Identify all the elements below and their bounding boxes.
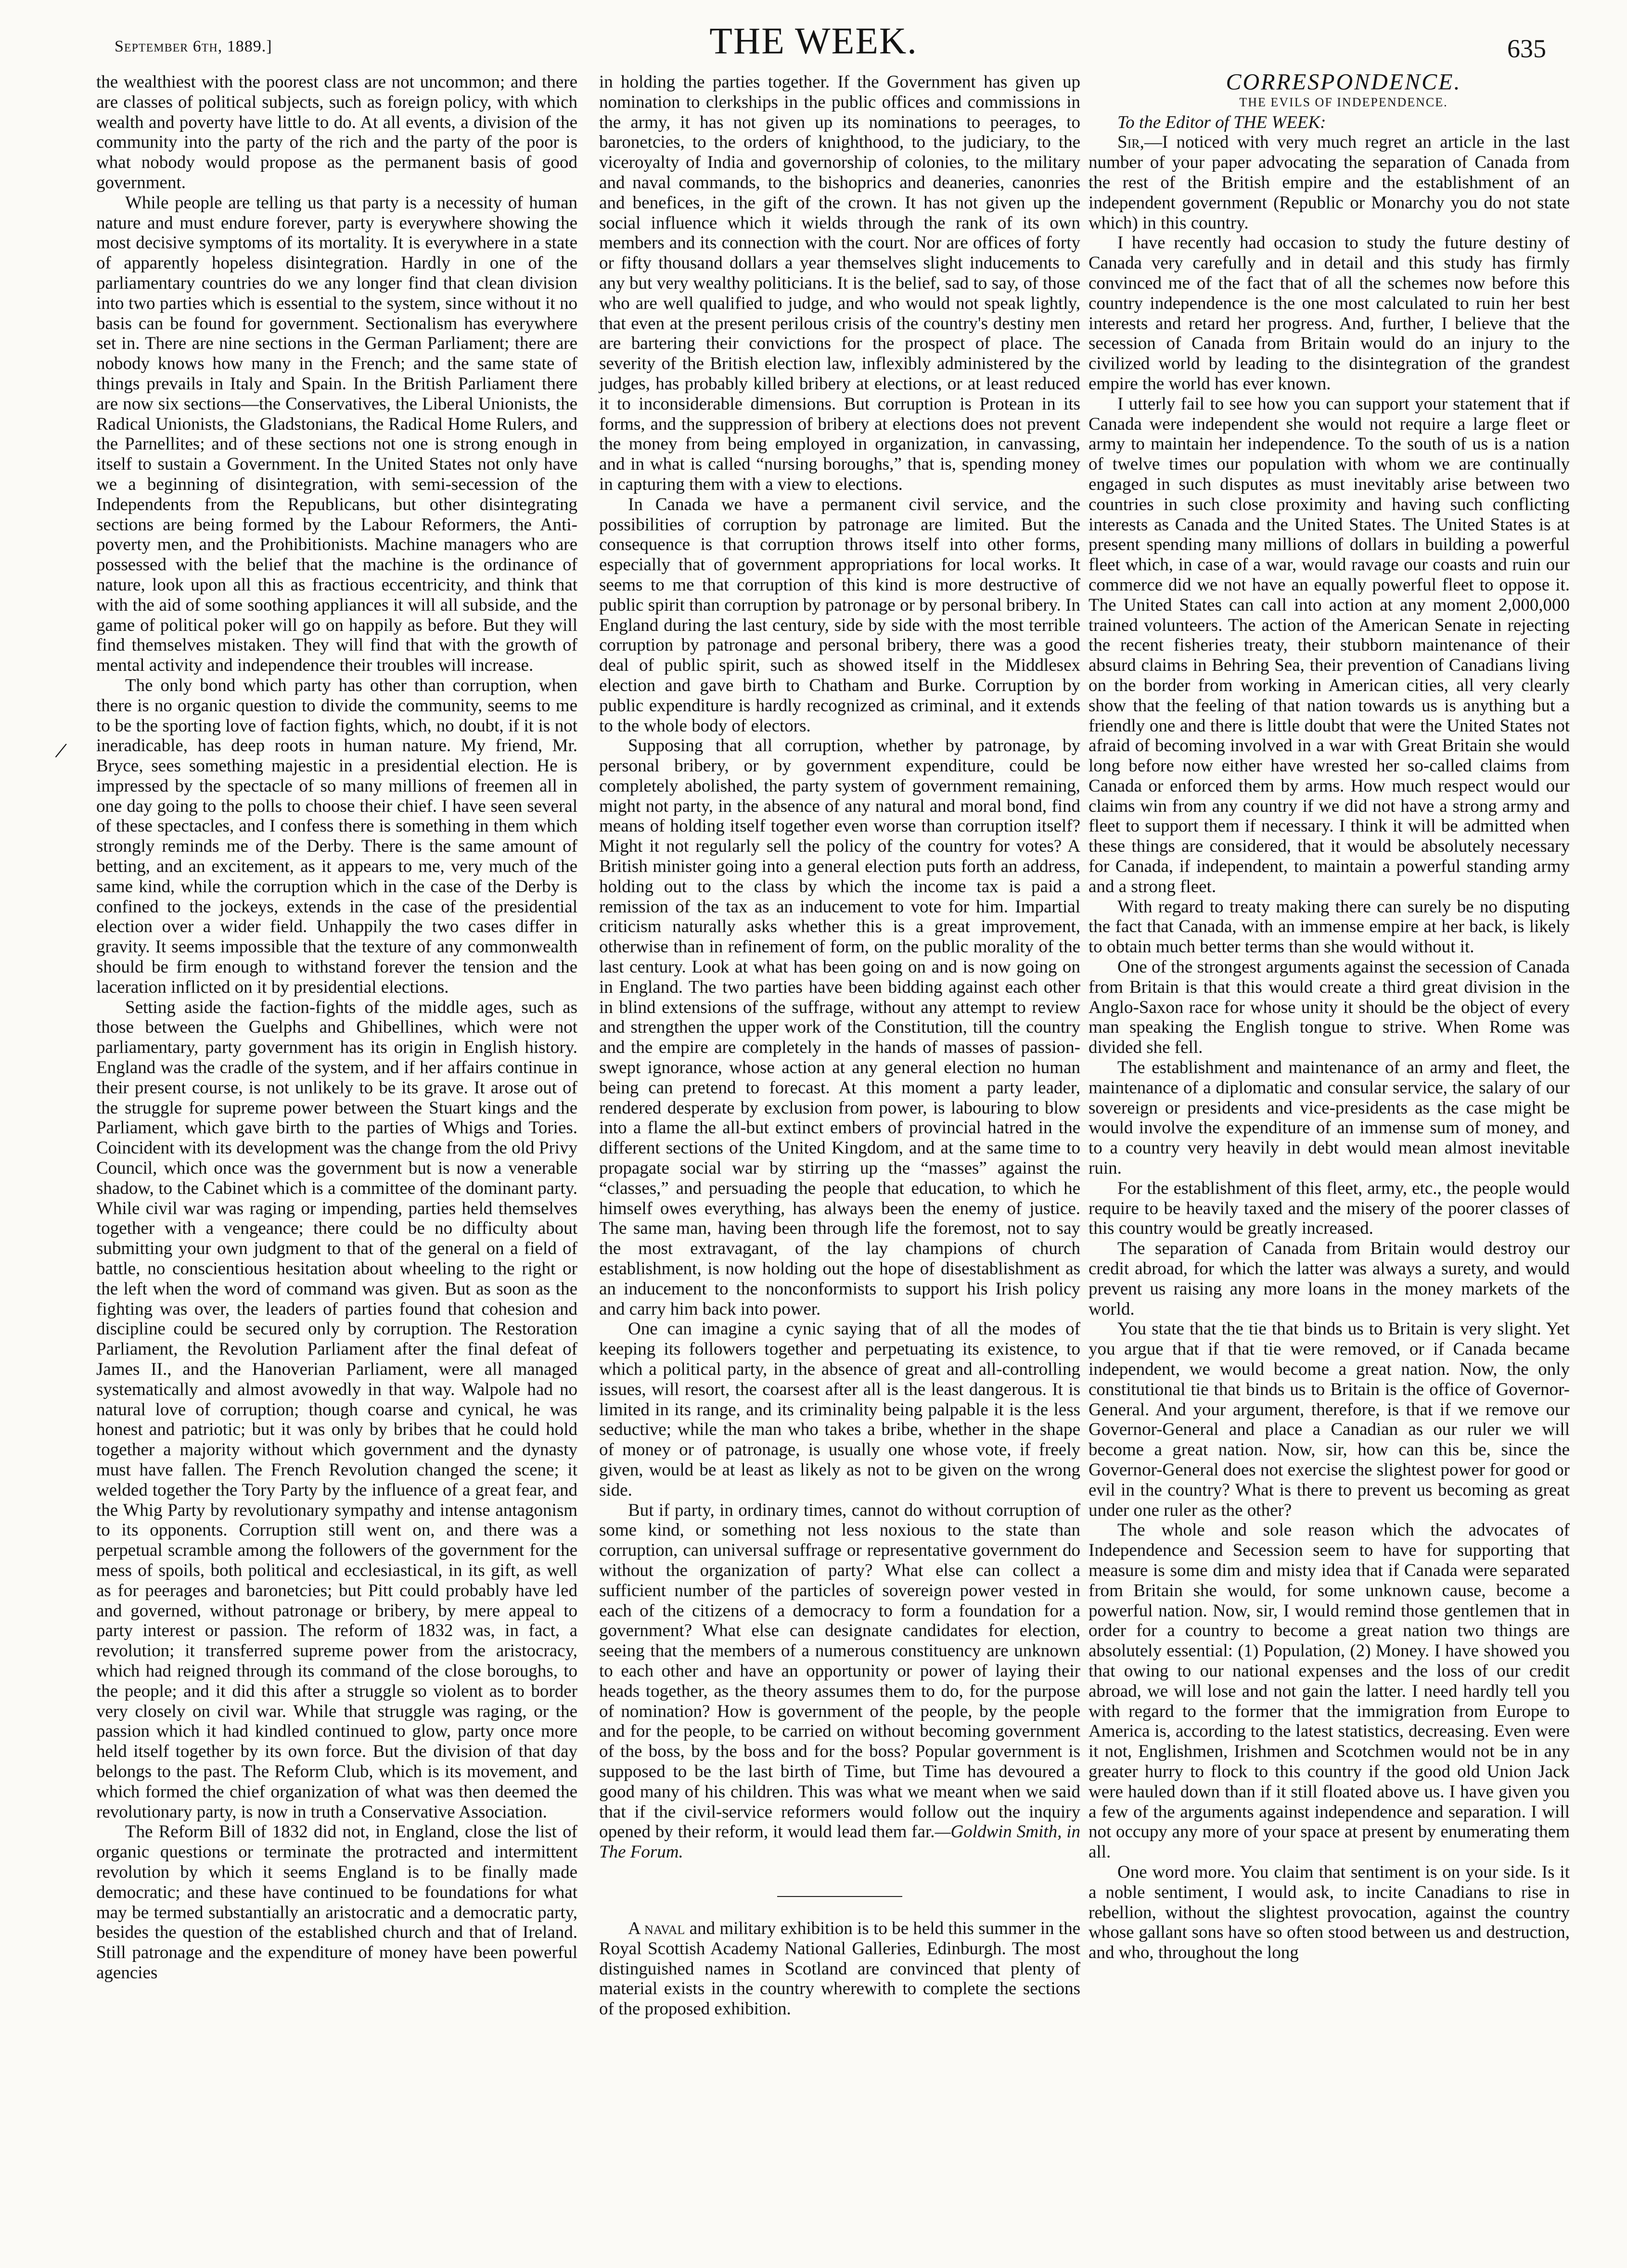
article-subtitle: THE EVILS OF INDEPENDENCE. — [1239, 95, 1448, 109]
notice-lead: A naval — [628, 1918, 685, 1938]
paragraph: the wealthiest with the poorest class are not uncommon; and there are classes of political subjects, such as foreign policy, with which wealth and poverty have little to do. At all events, a division of the community into the party of the rich and the party of the poor is what nobody would propose as the permanent basis of good government. — [96, 72, 577, 192]
page-header — [0, 0, 1627, 67]
paragraph: Setting aside the faction-fights of the middle ages, such as those between the Guelphs and Ghibellines, which were not parliamentary, party government has its origin in English history. England was the cradle of the system, and if her affairs continue in their present course, is not unlikely to be its grave. It arose out of the struggle for supreme power between the Stuart kings and the Parliament, which gave birth to the parties of Whigs and Tories. Coincident with its development was the change from the old Privy Council, which once was the government but is now a venerable shadow, to the Cabinet which is a committee of the dominant party. While civil war was raging or impending, parties held themselves together with a vengeance; there could be no difficulty about submitting your own judgment to that of the general on a field of battle, no conscientious hesitation about wheeling to the right or the left when the word of command was given. But as soon as the fighting was over, the leaders of parties found that cohesion and discipline could be secured only by corruption. The Restoration Parliament, the Revolution Parliament after the final defeat of James II., and the Hanoverian Parliament, were all managed systematically and almost avowedly in that way. Walpole had no natural love of corruption; though coarse and cynical, he was honest and patriotic; but it was only by bribes that he could hold together a majority without which government and the dynasty must have fallen. The French Revolution changed the scene; it welded together the Tory Party by the influence of a great fear, and the Whig Party by revolutionary sympathy and intense antagonism to its opponents. Corruption still went on, and there was a perpetual scramble among the followers of the government for the mess of spoils, both political and ecclesiastical, in its gift, as well as for peerages and baronetcies; but Pitt could probably have led and governed, without patronage or bribery, by mere appeal to party interest or passion. The reform of 1832 was, in fact, a revolution; it transferred supreme power from the aristocracy, which had reigned through its command of the close boroughs, to the people; and it did this after a struggle so violent as to border very closely on civil war. While that struggle was raging, or the passion which it had kindled continued to glow, party once more held itself together by its own force. But the division of that day belongs to the past. The Reform Club, which is its movement, and which formed the chief organization of what was then deemed the revolutionary party, is now in truth a Conservative Association. — [96, 997, 577, 1822]
section-title: CORRESPONDENCE. — [1226, 69, 1461, 95]
column-middle — [599, 72, 1080, 2019]
signature: —Goldwin Smith, in The Forum. — [599, 1822, 1080, 1862]
margin-pencil-mark: / — [53, 736, 69, 764]
paragraph: While people are telling us that party is a necessity of human nature and must endure forever, party is everywhere showing the most decisive symptoms of its mortality. It is everywhere in a state of apparently hopeless disintegration. Hardly in one of the parliamentary countries do we any longer find that clean division into two parties which is essential to the system, since without it no basis can be found for government. Sectionalism has everywhere set in. There are nine sections in the German Parliament; there are nobody knows how many in the French; and the same state of things prevails in Italy and Spain. In the British Parliament there are now six sections—the Conservatives, the Liberal Unionists, the Radical Unionists, the Gladstonians, the Radical Home Rulers, and the Parnellites; and of these sections not one is strong enough in itself to sustain a Government. In the United States not only have we a beginning of disintegration, with semi-secession of the Independents from the Republicans, but other disintegrating sections are being formed by the Labour Reformers, the Anti-poverty men, and the Prohibitionists. Machine managers who are possessed with the belief that the machine is the ordinance of nature, look upon all this as fractious eccentricity, and think that with the aid of some soothing appliances it will all subside, and the game of political poker will go on happily as before. But they will find themselves mistaken. They will find that with the growth of mental activity and independence their troubles will increase. — [96, 192, 577, 676]
paragraph: Supposing that all corruption, whether by patronage, by personal bribery, or by government expenditure, could be completely abolished, the party system of government remaining, might not party, in the absence of any natural and moral bond, find means of holding itself together even worse than corruption itself? Might it not regularly sell the policy of the country for votes? A British minister going into a general election puts forth an address, holding out to the class by which the income tax is paid a remission of the tax as an inducement to vote for him. Impartial criticism naturally asks whether this is a great improvement, otherwise than in refinement of form, on the public morality of the last century. Look at what has been going on and is now going on in England. The two parties have been bidding against each other in blind extensions of the suffrage, without any attempt to review and strengthen the upper work of the Constitution, till the country and the empire are completely in the hands of masses of passion-swept ignorance, whose action at any general election no human being can pretend to forecast. At this moment a party leader, rendered desperate by exclusion from power, is labouring to blow into a flame the all-but extinct embers of provincial hatred in the different sections of the United Kingdom, and at the same time to propagate social war by stirring up the “masses” against the “classes,” and persuading the people that education, to which he himself owes everything, has always been the enemy of justice. The same man, having been through life the foremost, not to say the most extravagant, of the lay champions of church establishment, is now holding out the hope of disestablishment as an inducement to the nonconformists to support his Irish policy and carry him back into power. — [599, 736, 1080, 1319]
paragraph: in holding the parties together. If the Government has given up nomination to clerkships in the public offices and commissions in the army, it has not given up its nominations to peerages, to baronetcies, to the orders of knighthood, to the judiciary, to the viceroyalty of India and governorship of colonies, to the military and naval commands, to the bishoprics and deaneries, canonries and benefices, in the gift of the crown. It has not given up the social influence which it wields through the rank of its own members and its connection with the court. Nor are offices of forty or fifty thousand dollars a year themselves slight inducements to any but very wealthy politicians. It is the belief, sad to say, of those who are well qualified to judge, and who would not speak lightly, that even at the present perilous crisis of the country's destiny men are bartering their convictions for the prospect of place. The severity of the British election law, inflexibly administered by the judges, has probably killed bribery at elections, or at least reduced it to inconsiderable dimensions. But corruption is Protean in its forms, and the suppression of bribery at elections does not prevent the money from being employed in organization, in canvassing, and in what is called “nursing boroughs,” that is, spending money in capturing them with a view to elections. — [599, 72, 1080, 494]
paragraph: One word more. You claim that sentiment is on your side. Is it a noble sentiment, I would ask, to incite Canadians to rise in rebellion, without the slightest provocation, against the country whose gallant sons have so often stood between us and destruction, and who, throughout the long — [1089, 1862, 1570, 1963]
paragraph — [1089, 132, 1570, 233]
paragraph: One can imagine a cynic saying that of all the modes of keeping its followers together and perpetuating its existence, to which a political party, in the absence of great and all-controlling issues, will resort, the coarsest after all is the least dangerous. It is limited in its range, and its criminality being palpable it is the less seductive; while the man who takes a bribe, whether in the shape of money or of patronage, is usually one whose vote, if freely given, would be at least as likely as not to be given on the wrong side. — [599, 1319, 1080, 1500]
paragraph-text: But if party, in ordinary times, cannot do without corruption of some kind, or something not less noxious to the state than corruption, can universal suffrage or representative government do without the organization of party? What else can collect a sufficient number of the particles of sovereign power vested in each of the citizens of a democracy to form a foundation for a government? What else can designate candidates for election, seeing that the members of a numerous constituency are unknown to each other and have an opportunity or power of laying their heads together, as the theory assumes them to do, for the purpose of nomination? How is government of the people, by the people and for the people, to be carried on without becoming government of the boss, by the boss and for the boss? Popular government is supposed to be the last birth of Time, but Time has devoured a good many of his children. This was what we meant when we said that if the civil-service reformers would follow out the inquiry opened by their reform, it would lead them far. — [599, 1500, 1080, 1842]
notice-text: and military exhibition is to be held this summer in the Royal Scottish Academy National Galleries, Edinburgh. The most distinguished names in Scotland are convinced that plenty of material exists in the country wherewith to complete the sections of the proposed exhibition. — [599, 1918, 1080, 2019]
paragraph: The establishment and maintenance of an army and fleet, the maintenance of a diplomatic and consular service, the salary of our sovereign or presidents and vice-presidents as the case might be would involve the expenditure of an immense sum of money, and to a country very heavily in debt would mean almost inevitable ruin. — [1089, 1058, 1570, 1179]
paragraph: In Canada we have a permanent civil service, and the possibilities of corruption by patronage are limited. But the consequence is that corruption throws itself into other forms, especially that of government appropriations for local works. It seems to me that corruption of this kind is more destructive of public spirit than corruption by patronage or by personal bribery. In England during the last century, side by side with the most terrible corruption by patronage and personal bribery, there was a good deal of public spirit, such as showed itself in the Middlesex election and gave birth to Chatham and Burke. Corruption by public expenditure is hardly recognized as criminal, and it extends to the whole body of electors. — [599, 494, 1080, 736]
notice-paragraph — [599, 1919, 1080, 2019]
issue-date: September 6th, 1889.] — [115, 38, 272, 55]
opening-word: Sir, — [1117, 132, 1144, 153]
masthead: THE WEEK. — [709, 20, 918, 62]
paragraph-text: —I noticed with very much regret an article in the last number of your paper advocating the separation of Canada from the rest of the British empire and the establishment of an independent government (Republic or Monarchy you do not state which) in this country. — [1089, 132, 1570, 233]
column-right — [1089, 69, 1570, 1963]
page-number: 635 — [1507, 34, 1546, 63]
paragraph: The separation of Canada from Britain would destroy our credit abroad, for which the latter was always a surety, and would prevent us raising any more loans in the money markets of the world. — [1089, 1239, 1570, 1319]
paragraph: With regard to treaty making there can surely be no disputing the fact that Canada, with an immense empire at her back, is likely to obtain much better terms than she would without it. — [1089, 897, 1570, 957]
section-divider — [777, 1896, 902, 1897]
paragraph: The only bond which party has other than corruption, when there is no organic question to divide the community, seems to me to be the sporting love of faction fights, which, no doubt, if it is not ineradicable, has deep roots in human nature. My friend, Mr. Bryce, sees something majestic in a presidential election. He is impressed by the spectacle of so many millions of freemen all in one day going to the polls to choose their chief. I have seen several of these spectacles, and I confess there is something in them which strongly reminds me of the Derby. There is the same amount of betting, and an excitement, as it appears to me, very much of the same kind, while the corruption which in the case of the Derby is confined to the jockeys, extends in the case of the presidential election over a wider field. Unhappily the two cases differ in gravity. It seems impossible that the texture of any commonwealth should be firm enough to withstand forever the tension and the laceration inflicted on it by presidential elections. — [96, 675, 577, 997]
paragraph: I utterly fail to see how you can support your statement that if Canada were independent she would not require a large fleet or army to maintain her independence. To the south of us is a nation of twelve times our population with whom we are continually engaged in such disputes as must inevitably arise between two countries in such close proximity and having such conflicting interests as Canada and the United States. The United States is at present spending many millions of dollars in building a powerful fleet which, in case of a war, would ravage our coasts and ruin our commerce did we not have an equally powerful fleet to oppose it. The United States can call into action at any moment 2,000,000 trained volunteers. The action of the American Senate in rejecting the recent fisheries treaty, their stubborn maintenance of their absurd claims in Behring Sea, their prevention of Canadians living on the border from working in American cities, all very clearly show that the feeling of that nation towards us is anything but a friendly one and there is little doubt that were the United States not afraid of becoming involved in a war with Great Britain she would long before now either have wrested her so-called claims from Canada or enforced them by arms. How much respect would our claims win from any country if we did not have a strong army and fleet to support them if necessary. I think it will be admitted when these things are considered, that it would be absolutely necessary for Canada, if independent, to maintain a powerful standing army and a strong fleet. — [1089, 394, 1570, 897]
paragraph: I have recently had occasion to study the future destiny of Canada very carefully and in detail and this study has firmly convinced me of the fact that of all the schemes now before this country independence is the one most calculated to ruin her best interests and retard her progress. And, further, I believe that the secession of Canada from Britain would do an injury to the civilized world by leading to the disintegration of the grandest empire the world has ever known. — [1089, 233, 1570, 394]
paragraph: For the establishment of this fleet, army, etc., the people would require to be heavily taxed and the misery of the poorer classes of this country would be greatly increased. — [1089, 1178, 1570, 1239]
paragraph: The Reform Bill of 1832 did not, in England, close the list of organic questions or terminate the protracted and intermittent revolution by which it seems England is to be finally made democratic; and these have continued to be foundations for what may be termed substantially an aristocratic and a democratic party, besides the question of the established church and that of Ireland. Still patronage and the expenditure of money have been powerful agencies — [96, 1822, 577, 1983]
paragraph-with-signature — [599, 1500, 1080, 1862]
salutation: To the Editor of THE WEEK: — [1117, 112, 1326, 132]
paragraph: One of the strongest arguments against the secession of Canada from Britain is that this would create a third great division in the Anglo-Saxon race for whose unity it should be the object of every man speaking the English tongue to strive. When Rome was divided she fell. — [1089, 957, 1570, 1058]
paragraph: The whole and sole reason which the advocates of Independence and Secession seem to have for supporting that measure is some dim and misty idea that if Canada were separated from Britain she would, for some unknown cause, become a powerful nation. Now, sir, I would remind those gentlemen that in order for a country to become a great nation two things are absolutely essential: (1) Population, (2) Money. I have showed you that owing to our national expenses and the loss of our credit abroad, we will lose and not gain the latter. I need hardly tell you with regard to the former that the immigration from Europe to America is, according to the latest statistics, decreasing. Even were it not, Englishmen, Irishmen and Scotchmen would not be in any greater hurry to flock to this country if the good old Union Jack were hauled down than if it still floated above us. I have given you a few of the arguments against independence and separation. I will not occupy any more of your space at present by enumerating them all. — [1089, 1520, 1570, 1862]
column-left — [96, 72, 577, 1983]
paragraph: You state that the tie that binds us to Britain is very slight. Yet you argue that if that tie were removed, or if Canada became independent, we would become a great nation. Now, the only constitutional tie that binds us to Britain is the office of Governor-General. And your argument, therefore, is that if we remove our Governor-General and place a Canadian as our ruler we will become a great nation. Now, sir, how can this be, since the Governor-General does not exercise the slightest power for good or evil in the country? What is there to prevent us becoming as great under one ruler as the other? — [1089, 1319, 1570, 1520]
